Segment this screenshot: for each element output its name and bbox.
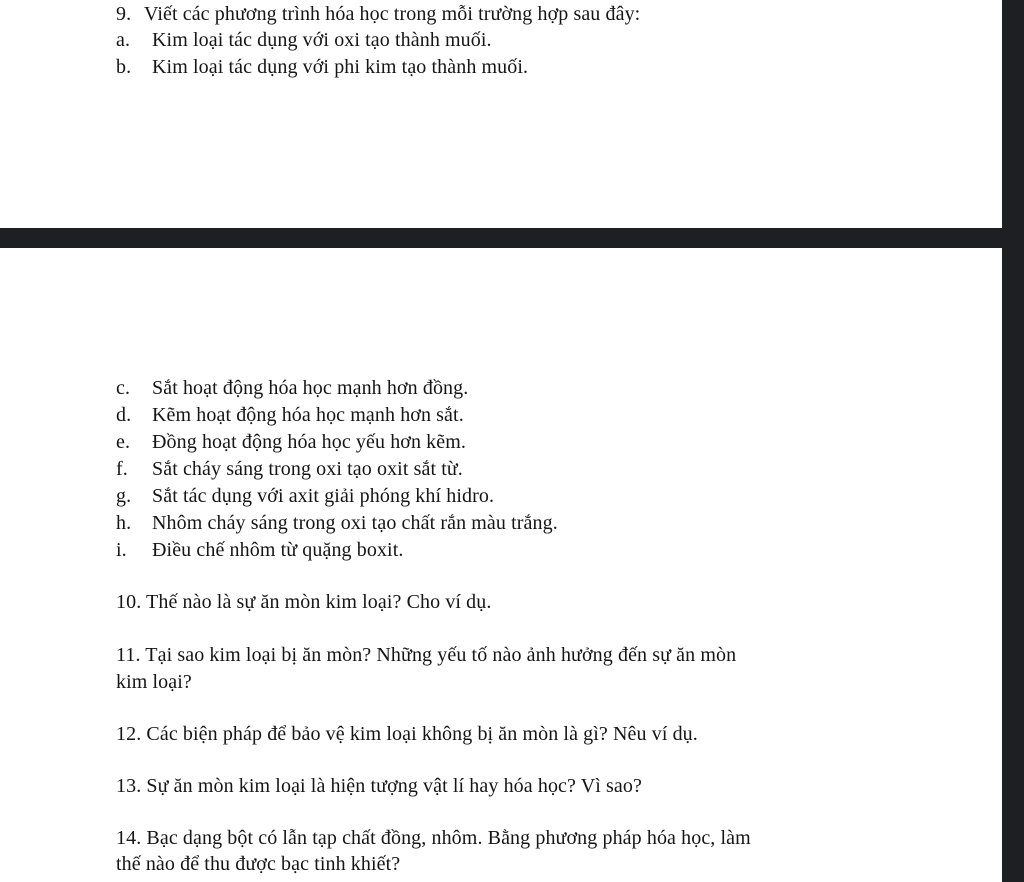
question-13: 13. Sự ăn mòn kim loại là hiện tượng vật lí hay hóa học? Vì sao?	[116, 775, 642, 797]
list-item-h	[116, 511, 558, 535]
list-item-a	[116, 28, 492, 52]
list-marker: e.	[116, 431, 131, 453]
question-14-line-1: 14. Bạc dạng bột có lẫn tạp chất đồng, nhôm. Bằng phương pháp hóa học, làm	[116, 827, 751, 849]
question-10: 10. Thế nào là sự ăn mòn kim loại? Cho ví dụ.	[116, 591, 492, 613]
list-marker: g.	[116, 485, 132, 507]
list-marker: f.	[116, 458, 128, 480]
list-item-e	[116, 430, 466, 454]
list-marker: a.	[116, 29, 131, 51]
list-marker: i.	[116, 539, 127, 561]
list-item-b	[116, 55, 528, 79]
dark-divider-band	[0, 228, 1024, 248]
question-9-heading	[116, 2, 640, 26]
list-item-text: Sắt tác dụng với axit giải phóng khí hidro.	[152, 485, 495, 507]
dark-right-edge	[1002, 0, 1024, 882]
list-item-text: Kim loại tác dụng với oxi tạo thành muối.	[152, 29, 492, 51]
list-marker: h.	[116, 512, 132, 534]
question-12: 12. Các biện pháp để bảo vệ kim loại không bị ăn mòn là gì? Nêu ví dụ.	[116, 723, 698, 745]
list-item-text: Sắt hoạt động hóa học mạnh hơn đồng.	[152, 377, 469, 399]
list-item-i	[116, 538, 403, 562]
list-marker: c.	[116, 377, 131, 399]
list-item-text: Kim loại tác dụng với phi kim tạo thành muối.	[152, 56, 529, 78]
list-item-text: Sắt cháy sáng trong oxi tạo oxit sắt từ.	[152, 458, 463, 480]
question-11-line-2: kim loại?	[116, 671, 192, 693]
list-item-c	[116, 376, 468, 400]
list-item-d	[116, 403, 464, 427]
question-9-number: 9.	[116, 3, 132, 25]
list-item-f	[116, 457, 463, 481]
list-item-text: Điều chế nhôm từ quặng boxit.	[152, 539, 404, 561]
list-item-text: Nhôm cháy sáng trong oxi tạo chất rắn màu trắng.	[152, 512, 558, 534]
list-item-text: Kẽm hoạt động hóa học mạnh hơn sắt.	[152, 404, 464, 426]
list-marker: b.	[116, 56, 132, 78]
list-item-g	[116, 484, 494, 508]
question-9-text: Viết các phương trình hóa học trong mỗi trường hợp sau đây:	[144, 3, 641, 25]
list-marker: d.	[116, 404, 132, 426]
question-14-line-2: thế nào để thu được bạc tinh khiết?	[116, 853, 401, 875]
question-11-line-1: 11. Tại sao kim loại bị ăn mòn? Những yếu tố nào ảnh hưởng đến sự ăn mòn	[116, 644, 737, 666]
list-item-text: Đồng hoạt động hóa học yếu hơn kẽm.	[152, 431, 467, 453]
